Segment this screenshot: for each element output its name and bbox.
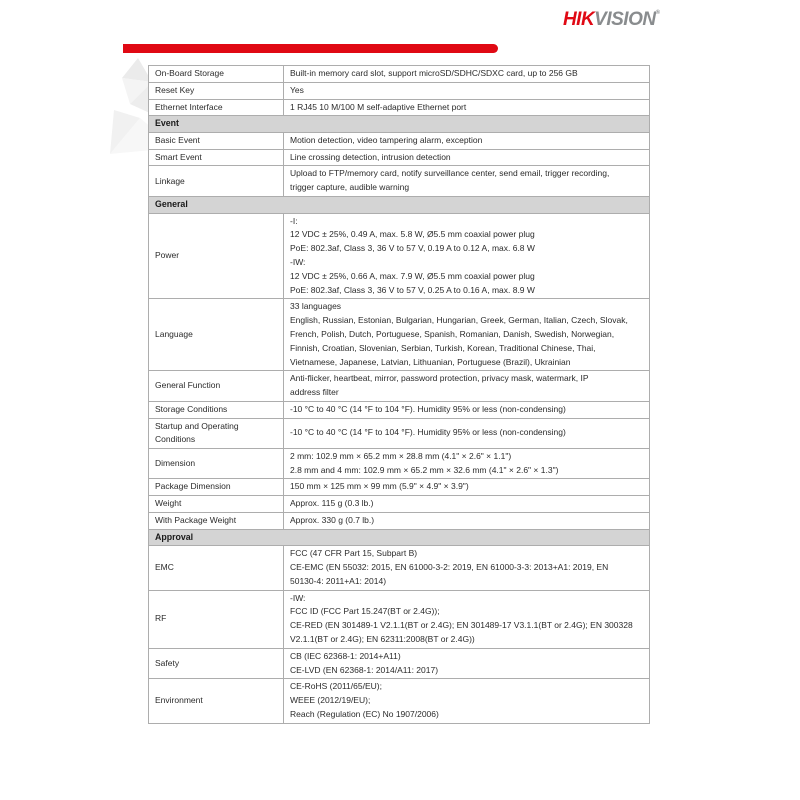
spec-value [284, 99, 650, 116]
spec-label: Startup and Operating Conditions [149, 418, 284, 448]
spec-value-line: Reach (Regulation (EC) No 1907/2006) [290, 708, 439, 719]
spec-value [284, 82, 650, 99]
spec-label: Package Dimension [149, 479, 284, 496]
table-row [149, 149, 650, 166]
table-row [149, 648, 650, 679]
spec-value [284, 371, 650, 402]
spec-value [284, 496, 650, 513]
spec-value-line: -I: [290, 215, 298, 226]
table-row [149, 496, 650, 513]
spec-value [284, 132, 650, 149]
specification-table [148, 65, 650, 724]
watermark-shape [110, 58, 152, 162]
table-row [149, 82, 650, 99]
section-header-row [149, 116, 650, 133]
spec-value-line: Motion detection, video tampering alarm, exception [290, 134, 483, 145]
hikvision-logo [563, 9, 660, 31]
spec-value-line: 12 VDC ± 25%, 0.66 A, max. 7.9 W, Ø5.5 mm coaxial power plug [290, 270, 535, 281]
registered-trademark-icon: ® [655, 10, 660, 16]
spec-value [284, 401, 650, 418]
spec-value-line: WEEE (2012/19/EU); [290, 695, 371, 706]
table-row [149, 213, 650, 299]
spec-value [284, 149, 650, 166]
spec-label: RF [149, 590, 284, 648]
spec-value-line: Approx. 115 g (0.3 lb.) [290, 498, 374, 509]
table-row [149, 299, 650, 371]
spec-value-line: Approx. 330 g (0.7 lb.) [290, 514, 375, 525]
table-row [149, 371, 650, 402]
spec-value-line: -10 °C to 40 °C (14 °F to 104 °F). Humidity 95% or less (non-condensing) [290, 403, 566, 414]
spec-label: Power [149, 213, 284, 299]
spec-value [284, 299, 650, 371]
spec-value-line: trigger capture, audible warning [290, 182, 410, 193]
table-row [149, 479, 650, 496]
section-title: Approval [149, 529, 650, 546]
table-row [149, 679, 650, 723]
spec-value-line: Vietnamese, Japanese, Latvian, Lithuanian, Portuguese (Brazil), Ukrainian [290, 356, 571, 367]
spec-value-line: -10 °C to 40 °C (14 °F to 104 °F). Humidity 95% or less (non-condensing) [290, 427, 566, 438]
spec-value-line: Line crossing detection, intrusion detection [290, 151, 451, 162]
table-row [149, 448, 650, 479]
spec-label: Linkage [149, 166, 284, 197]
table-row [149, 418, 650, 448]
table-row [149, 166, 650, 197]
table-row [149, 590, 650, 648]
spec-value-line: FCC ID (FCC Part 15.247(BT or 2.4G)); [290, 606, 440, 617]
section-title: General [149, 197, 650, 214]
spec-value-line: FCC (47 CFR Part 15, Subpart B) [290, 548, 418, 559]
spec-label: Weight [149, 496, 284, 513]
spec-value-line: -IW: [290, 256, 306, 267]
table-row [149, 132, 650, 149]
spec-value-line: -IW: [290, 592, 306, 603]
spec-value-line: 50130-4: 2011+A1: 2014) [290, 575, 387, 586]
spec-value-line: Finnish, Croatian, Slovenian, Serbian, Turkish, Korean, Traditional Chinese, Thai, [290, 342, 596, 353]
spec-value [284, 448, 650, 479]
spec-value-line: Upload to FTP/memory card, notify surveillance center, send email, trigger recording, [290, 168, 610, 179]
spec-label: General Function [149, 371, 284, 402]
spec-value [284, 590, 650, 648]
specification-table-body [149, 66, 650, 724]
spec-value-line: CE-EMC (EN 55032: 2015, EN 61000-3-2: 2019, EN 61000-3-3: 2013+A1: 2019, EN [290, 562, 609, 573]
spec-value-line: 12 VDC ± 25%, 0.49 A, max. 5.8 W, Ø5.5 mm coaxial power plug [290, 229, 535, 240]
spec-value-line: CE-RoHS (2011/65/EU); [290, 681, 382, 692]
spec-value [284, 546, 650, 590]
spec-label: Ethernet Interface [149, 99, 284, 116]
spec-value-line: 150 mm × 125 mm × 99 mm (5.9" × 4.9" × 3.9") [290, 481, 469, 492]
spec-label: On-Board Storage [149, 66, 284, 83]
spec-value [284, 66, 650, 83]
spec-value [284, 648, 650, 679]
spec-value-line: 2 mm: 102.9 mm × 65.2 mm × 28.8 mm (4.1" × 2.6" × 1.1") [290, 450, 512, 461]
spec-value-line: CB (IEC 62368-1: 2014+A11) [290, 650, 401, 661]
spec-value [284, 679, 650, 723]
spec-value-line: PoE: 802.3af, Class 3, 36 V to 57 V, 0.19 A to 0.12 A, max. 6.8 W [290, 243, 535, 254]
table-row [149, 99, 650, 116]
spec-value [284, 166, 650, 197]
spec-value-line: Built-in memory card slot, support microSD/SDHC/SDXC card, up to 256 GB [290, 68, 578, 78]
table-row [149, 546, 650, 590]
section-header-row [149, 529, 650, 546]
spec-value [284, 213, 650, 299]
spec-label: With Package Weight [149, 512, 284, 529]
spec-value-line: 1 RJ45 10 M/100 M self-adaptive Ethernet port [290, 101, 467, 112]
spec-label: Environment [149, 679, 284, 723]
spec-label: Basic Event [149, 132, 284, 149]
table-row [149, 512, 650, 529]
spec-value-line: CE-LVD (EN 62368-1: 2014/A11: 2017) [290, 664, 439, 675]
spec-label: EMC [149, 546, 284, 590]
spec-label: Dimension [149, 448, 284, 479]
spec-value-line: French, Polish, Dutch, Portuguese, Spanish, Romanian, Danish, Swedish, Norwegian, [290, 328, 615, 339]
spec-value-line: PoE: 802.3af, Class 3, 36 V to 57 V, 0.25 A to 0.16 A, max. 8.9 W [290, 284, 535, 295]
spec-value-line: Yes [290, 84, 304, 95]
spec-label: Smart Event [149, 149, 284, 166]
section-header-row [149, 197, 650, 214]
spec-label: Language [149, 299, 284, 371]
spec-value-line: Anti-flicker, heartbeat, mirror, password protection, privacy mask, watermark, IP [290, 373, 589, 384]
logo-text-hik: HIK [562, 9, 595, 30]
spec-value-line: address filter [290, 387, 339, 398]
section-title: Event [149, 116, 650, 133]
spec-label: Storage Conditions [149, 401, 284, 418]
spec-label: Safety [149, 648, 284, 679]
spec-value-line: V2.1.1(BT or 2.4G); EN 62311:2008(BT or 2.4G)) [290, 634, 475, 644]
spec-value-line: 33 languages [290, 301, 342, 312]
logo-text-vision: VISION [594, 9, 656, 30]
spec-value [284, 479, 650, 496]
red-divider-bar [123, 44, 498, 53]
spec-value [284, 512, 650, 529]
spec-value-line: English, Russian, Estonian, Bulgarian, Hungarian, Greek, German, Italian, Czech, Slovak, [290, 315, 628, 326]
spec-label: Reset Key [149, 82, 284, 99]
table-row [149, 401, 650, 418]
spec-value-line: 2.8 mm and 4 mm: 102.9 mm × 65.2 mm × 32.6 mm (4.1" × 2.6" × 1.3") [290, 464, 559, 475]
table-row [149, 66, 650, 83]
spec-value [284, 418, 650, 448]
spec-value-line: CE-RED (EN 301489-1 V2.1.1(BT or 2.4G); EN 301489-17 V3.1.1(BT or 2.4G); EN 300328 [290, 620, 633, 631]
